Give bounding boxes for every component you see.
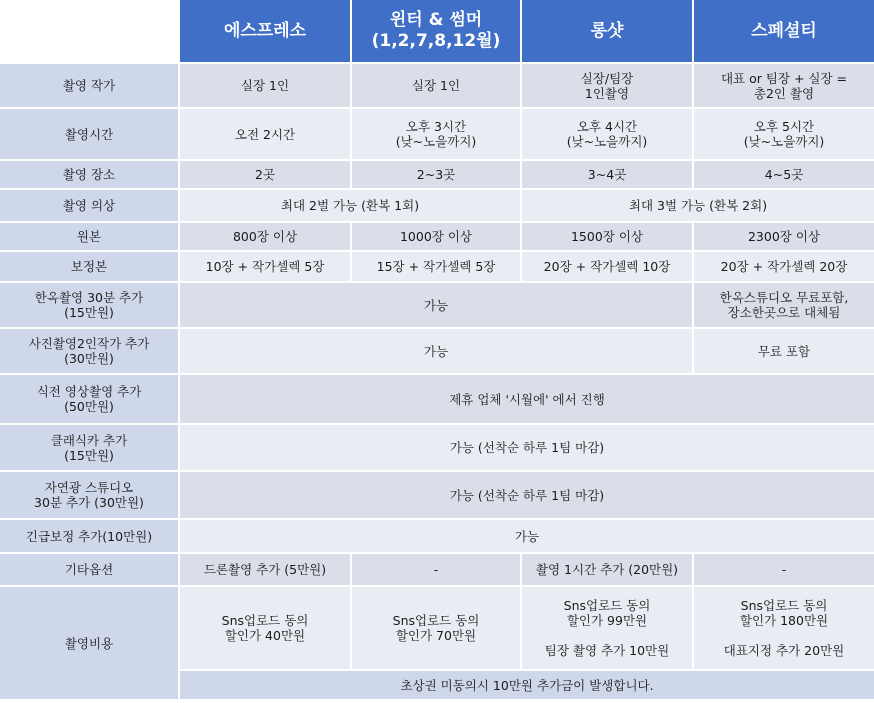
row-duration <box>0 109 874 161</box>
table-cell: 실장 1인 <box>352 64 522 109</box>
table-cell: 2곳 <box>180 161 352 190</box>
row-label: 촬영 장소 <box>0 161 180 190</box>
table-cell: 최대 2벌 가능 (환복 1회) <box>180 190 522 223</box>
table-cell: 오후 4시간 (낮~노을까지) <box>522 109 694 161</box>
table-cell: 4~5곳 <box>694 161 874 190</box>
row-label: 한옥촬영 30분 추가 (15만원) <box>0 283 180 329</box>
table-cell: 오후 3시간 (낮~노을까지) <box>352 109 522 161</box>
row-outfit <box>0 190 874 223</box>
table-cell: 실장/팀장 1인촬영 <box>522 64 694 109</box>
table-cell: - <box>694 554 874 587</box>
table-cell: 제휴 업체 '시월에' 에서 진행 <box>180 375 874 425</box>
table-cell: 가능 (선착순 하루 1팀 마감) <box>180 472 874 520</box>
header-row <box>0 0 874 64</box>
row-cost <box>0 587 874 671</box>
row-label: 식전 영상촬영 추가 (50만원) <box>0 375 180 425</box>
table-cell: Sns업로드 동의 할인가 180만원 대표지정 추가 20만원 <box>694 587 874 671</box>
table-cell: 대표 or 팀장 + 실장 = 총2인 촬영 <box>694 64 874 109</box>
row-label: 클래식카 추가 (15만원) <box>0 425 180 472</box>
row-second-photographer <box>0 329 874 375</box>
row-photographer <box>0 64 874 109</box>
table-cell: 800장 이상 <box>180 223 352 252</box>
table-cell: 2~3곳 <box>352 161 522 190</box>
table-cell: 가능 <box>180 283 694 329</box>
header-espresso: 에스프레소 <box>180 0 352 64</box>
table-cell: 한옥스튜디오 무료포함, 장소한곳으로 대체됨 <box>694 283 874 329</box>
table-cell: Sns업로드 동의 할인가 99만원 팀장 촬영 추가 10만원 <box>522 587 694 671</box>
row-label: 촬영 의상 <box>0 190 180 223</box>
table-cell: 1000장 이상 <box>352 223 522 252</box>
row-other <box>0 554 874 587</box>
table-cell: 20장 + 작가셀렉 20장 <box>694 252 874 283</box>
table-cell: 1500장 이상 <box>522 223 694 252</box>
table-cell: 10장 + 작가셀렉 5장 <box>180 252 352 283</box>
table-cell: 무료 포함 <box>694 329 874 375</box>
row-label: 긴급보정 추가(10만원) <box>0 520 180 554</box>
row-label: 촬영비용 <box>0 587 180 701</box>
table-cell: 가능 <box>180 329 694 375</box>
header-specialty: 스페셜티 <box>694 0 874 64</box>
row-label: 보정본 <box>0 252 180 283</box>
row-hanbok <box>0 283 874 329</box>
row-label: 기타옵션 <box>0 554 180 587</box>
table-cell: 오후 5시간 (낮~노을까지) <box>694 109 874 161</box>
table-cell: 최대 3벌 가능 (환복 2회) <box>522 190 874 223</box>
table-cell: 드론촬영 추가 (5만원) <box>180 554 352 587</box>
row-label: 촬영 작가 <box>0 64 180 109</box>
table-cell: 가능 (선착순 하루 1팀 마감) <box>180 425 874 472</box>
table-cell: 실장 1인 <box>180 64 352 109</box>
row-natural-studio <box>0 472 874 520</box>
header-winter-summer: 윈터 & 썸머 (1,2,7,8,12월) <box>352 0 522 64</box>
row-originals <box>0 223 874 252</box>
cost-note: 초상권 미동의시 10만원 추가금이 발생합니다. <box>180 671 874 701</box>
row-label: 촬영시간 <box>0 109 180 161</box>
row-location <box>0 161 874 190</box>
table-cell: 15장 + 작가셀렉 5장 <box>352 252 522 283</box>
row-label: 사진촬영2인작가 추가 (30만원) <box>0 329 180 375</box>
row-urgent <box>0 520 874 554</box>
row-classic-car <box>0 425 874 472</box>
row-video <box>0 375 874 425</box>
corner-cell <box>0 0 180 64</box>
row-label: 원본 <box>0 223 180 252</box>
header-longshot: 롱샷 <box>522 0 694 64</box>
table-cell: 3~4곳 <box>522 161 694 190</box>
table-cell: 20장 + 작가셀렉 10장 <box>522 252 694 283</box>
table-cell: 2300장 이상 <box>694 223 874 252</box>
table-cell: - <box>352 554 522 587</box>
table-cell: 촬영 1시간 추가 (20만원) <box>522 554 694 587</box>
table-cell: 오전 2시간 <box>180 109 352 161</box>
table-cell: Sns업로드 동의 할인가 40만원 <box>180 587 352 671</box>
row-label: 자연광 스튜디오 30분 추가 (30만원) <box>0 472 180 520</box>
table-cell: 가능 <box>180 520 874 554</box>
table-cell: Sns업로드 동의 할인가 70만원 <box>352 587 522 671</box>
row-retouched <box>0 252 874 283</box>
